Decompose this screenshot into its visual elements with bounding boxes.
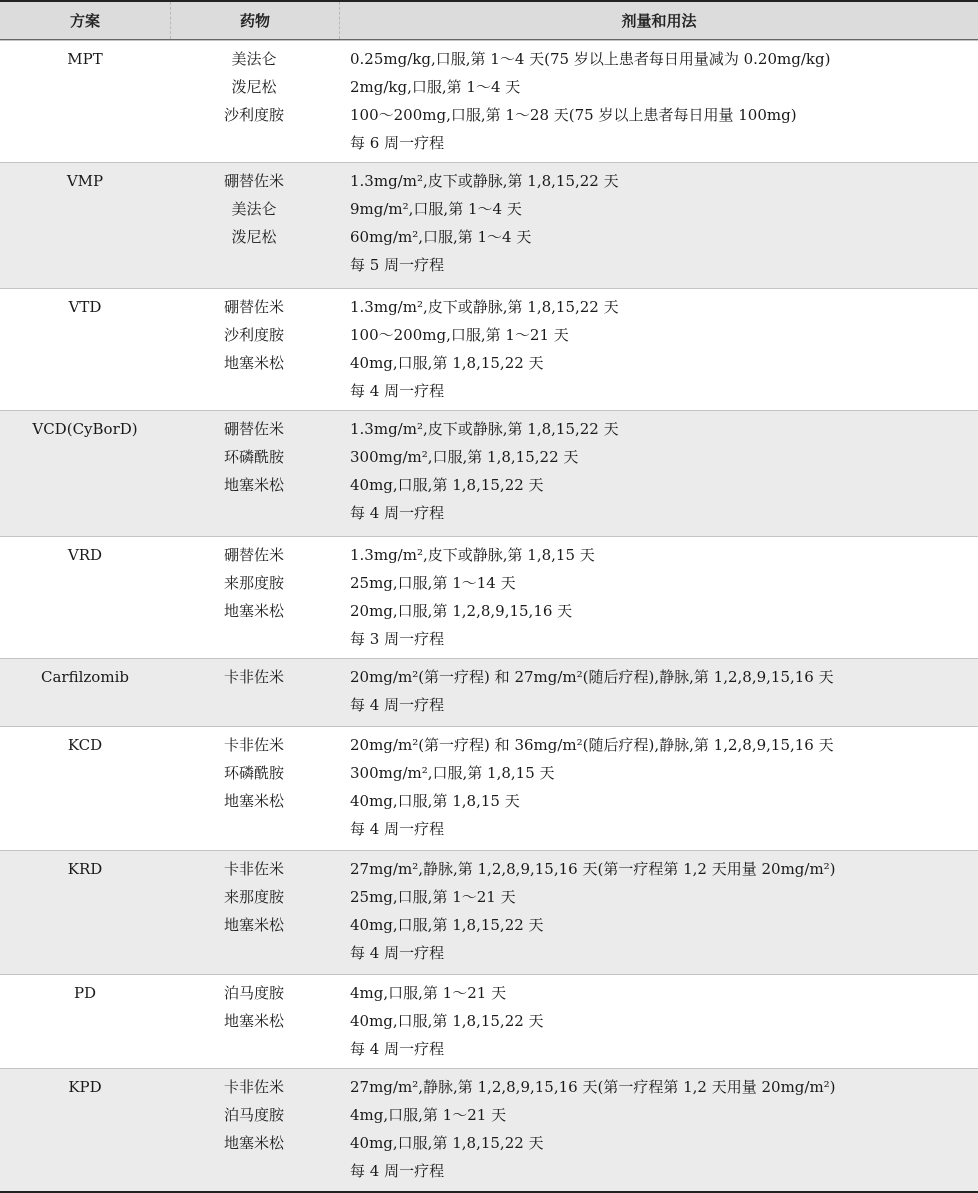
scheme-cell: PD [73, 984, 97, 1002]
drug-name: 地塞米松 [223, 476, 284, 494]
drug-name: 地塞米松 [223, 602, 284, 620]
table-row [0, 850, 978, 974]
header-scheme: 方案 [0, 2, 171, 39]
drug-name: 泼尼松 [231, 78, 277, 96]
dose-line: 9mg/m²,口服,第 1～4 天 [350, 200, 522, 218]
drug-cell [170, 727, 338, 850]
dose-line: 1.3mg/m²,皮下或静脉,第 1,8,15,22 天 [350, 298, 619, 316]
scheme-cell: KCD [67, 736, 103, 754]
header-drug: 药物 [171, 2, 340, 39]
dose-cell [338, 851, 978, 974]
dose-line: 40mg,口服,第 1,8,15,22 天 [350, 354, 544, 372]
dose-cell [338, 727, 978, 850]
drug-name: 沙利度胺 [223, 326, 284, 344]
dose-line: 100～200mg,口服,第 1～28 天(75 岁以上患者每日用量 100mg) [350, 106, 797, 124]
dose-line: 40mg,口服,第 1,8,15,22 天 [350, 916, 544, 934]
scheme-cell: VRD [67, 546, 103, 564]
dose-line: 每 6 周一疗程 [350, 134, 445, 152]
drug-name: 泊马度胺 [223, 984, 284, 1002]
dose-cell [338, 289, 978, 410]
table-row [0, 974, 978, 1068]
drug-name: 沙利度胺 [223, 106, 284, 124]
scheme-cell: MPT [67, 50, 103, 68]
table-header [0, 2, 978, 40]
dose-line: 60mg/m²,口服,第 1～4 天 [350, 228, 532, 246]
drug-name: 来那度胺 [223, 888, 284, 906]
drug-name: 地塞米松 [223, 354, 284, 372]
dose-line: 20mg,口服,第 1,2,8,9,15,16 天 [350, 602, 573, 620]
table-row [0, 162, 978, 288]
table-row [0, 410, 978, 536]
table-body [0, 40, 978, 1191]
drug-cell [170, 975, 338, 1068]
dose-cell [338, 163, 978, 288]
drug-name: 地塞米松 [223, 1012, 284, 1030]
table-row [0, 1068, 978, 1191]
drug-name: 硼替佐米 [223, 420, 284, 438]
drug-cell [170, 851, 338, 974]
dose-line: 1.3mg/m²,皮下或静脉,第 1,8,15,22 天 [350, 172, 619, 190]
drug-name: 卡非佐米 [223, 1078, 284, 1096]
drug-cell [170, 289, 338, 410]
drug-name: 卡非佐米 [223, 860, 284, 878]
dose-line: 每 4 周一疗程 [350, 944, 445, 962]
dose-line: 40mg,口服,第 1,8,15,22 天 [350, 1012, 544, 1030]
dose-line: 每 4 周一疗程 [350, 382, 445, 400]
dose-line: 300mg/m²,口服,第 1,8,15 天 [350, 764, 555, 782]
dose-cell [338, 975, 978, 1068]
drug-name: 地塞米松 [223, 916, 284, 934]
dose-line: 每 5 周一疗程 [350, 256, 445, 274]
dose-line: 25mg,口服,第 1～21 天 [350, 888, 516, 906]
table-row [0, 288, 978, 410]
drug-name: 美法仑 [231, 200, 277, 218]
dose-cell [338, 411, 978, 536]
scheme-cell: VTD [68, 298, 102, 316]
drug-name: 泼尼松 [231, 228, 277, 246]
drug-name: 来那度胺 [223, 574, 284, 592]
drug-cell [170, 659, 338, 726]
dose-cell [338, 659, 978, 726]
dose-line: 1.3mg/m²,皮下或静脉,第 1,8,15 天 [350, 546, 595, 564]
dose-cell [338, 41, 978, 162]
dose-line: 40mg,口服,第 1,8,15,22 天 [350, 1134, 544, 1152]
scheme-cell: VCD(CyBorD) [32, 420, 138, 438]
drug-cell [170, 163, 338, 288]
dose-cell [338, 1069, 978, 1191]
table-row [0, 40, 978, 162]
dose-line: 每 4 周一疗程 [350, 1162, 445, 1180]
scheme-cell: Carfilzomib [41, 668, 129, 686]
drug-name: 环磷酰胺 [223, 764, 284, 782]
drug-cell [170, 41, 338, 162]
scheme-cell: KPD [68, 1078, 102, 1096]
dose-line: 每 4 周一疗程 [350, 820, 445, 838]
dose-line: 27mg/m²,静脉,第 1,2,8,9,15,16 天(第一疗程第 1,2 天用量 20mg/m²) [350, 860, 836, 878]
dose-line: 40mg,口服,第 1,8,15 天 [350, 792, 520, 810]
dose-line: 20mg/m²(第一疗程) 和 27mg/m²(随后疗程),静脉,第 1,2,8,9,15,16 天 [350, 668, 834, 686]
drug-name: 卡非佐米 [223, 668, 284, 686]
drug-cell [170, 537, 338, 658]
drug-name: 硼替佐米 [223, 546, 284, 564]
table-row [0, 658, 978, 726]
drug-name: 地塞米松 [223, 1134, 284, 1152]
dose-line: 1.3mg/m²,皮下或静脉,第 1,8,15,22 天 [350, 420, 619, 438]
dose-line: 0.25mg/kg,口服,第 1～4 天(75 岁以上患者每日用量减为 0.20mg/kg) [350, 50, 831, 68]
dose-cell [338, 537, 978, 658]
drug-name: 硼替佐米 [223, 172, 284, 190]
dose-line: 4mg,口服,第 1～21 天 [350, 984, 507, 1002]
dose-line: 300mg/m²,口服,第 1,8,15,22 天 [350, 448, 579, 466]
drug-name: 泊马度胺 [223, 1106, 284, 1124]
dose-line: 100～200mg,口服,第 1～21 天 [350, 326, 569, 344]
dose-line: 每 4 周一疗程 [350, 1040, 445, 1058]
drug-name: 硼替佐米 [223, 298, 284, 316]
dose-line: 每 3 周一疗程 [350, 630, 445, 648]
table-row [0, 536, 978, 658]
dose-line: 2mg/kg,口服,第 1～4 天 [350, 78, 521, 96]
dose-line: 27mg/m²,静脉,第 1,2,8,9,15,16 天(第一疗程第 1,2 天用量 20mg/m²) [350, 1078, 836, 1096]
dose-line: 4mg,口服,第 1～21 天 [350, 1106, 507, 1124]
drug-name: 地塞米松 [223, 792, 284, 810]
scheme-cell: VMP [66, 172, 104, 190]
dose-line: 20mg/m²(第一疗程) 和 36mg/m²(随后疗程),静脉,第 1,2,8,9,15,16 天 [350, 736, 834, 754]
drug-name: 美法仑 [231, 50, 277, 68]
dose-line: 每 4 周一疗程 [350, 696, 445, 714]
header-dose: 剂量和用法 [621, 12, 697, 30]
scheme-cell: KRD [67, 860, 103, 878]
dose-line: 25mg,口服,第 1～14 天 [350, 574, 516, 592]
dose-line: 40mg,口服,第 1,8,15,22 天 [350, 476, 544, 494]
drug-name: 卡非佐米 [223, 736, 284, 754]
drug-name: 环磷酰胺 [223, 448, 284, 466]
dose-line: 每 4 周一疗程 [350, 504, 445, 522]
drug-cell [170, 1069, 338, 1191]
table-row [0, 726, 978, 850]
drug-cell [170, 411, 338, 536]
